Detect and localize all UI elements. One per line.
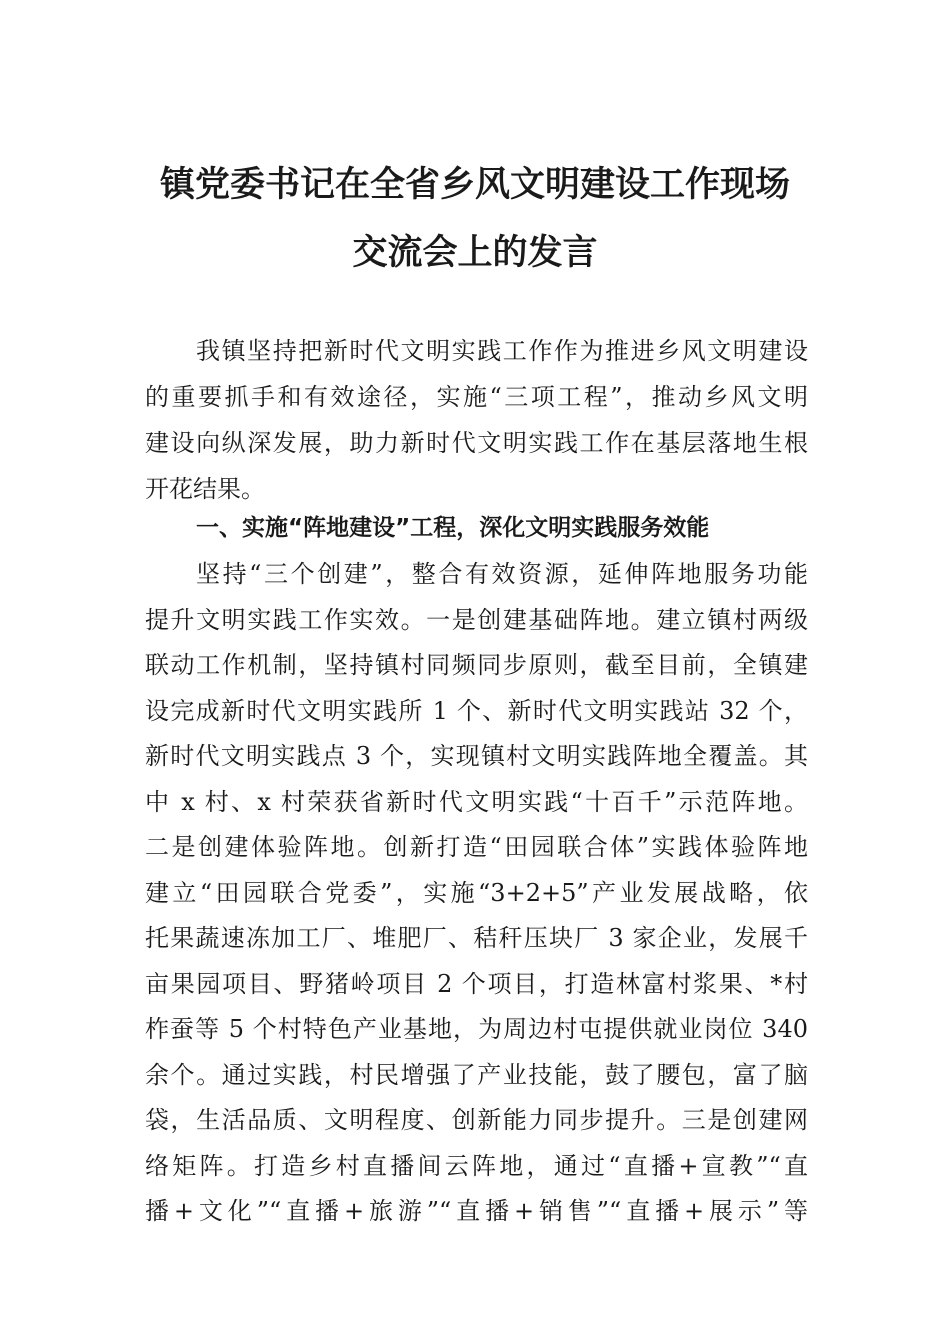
- body-line: 袋，生活品质、文明程度、创新能力同步提升。三是创建网: [145, 1106, 808, 1134]
- body-line: 设完成新时代文明实践所 1 个、新时代文明实践站 32 个，: [145, 697, 808, 725]
- body-line: 二是创建体验阵地。创新打造“田园联合体”实践体验阵地: [145, 833, 808, 861]
- body-line: 亩果园项目、野猪岭项目 2 个项目，打造林富村浆果、*村: [145, 970, 808, 998]
- intro-line: 开花结果。: [145, 475, 265, 503]
- body-line: 新时代文明实践点 3 个，实现镇村文明实践阵地全覆盖。其: [145, 742, 808, 770]
- document-title-line-2: 交流会上的发言: [352, 232, 598, 273]
- body-line: 联动工作机制，坚持镇村同频同步原则，截至目前，全镇建: [145, 651, 808, 679]
- section-heading: 一、实施“阵地建设”工程，深化文明实践服务效能: [196, 515, 710, 541]
- body-line: 托果蔬速冻加工厂、堆肥厂、秸秆压块厂 3 家企业，发展千: [145, 924, 808, 952]
- body-line: 余个。通过实践，村民增强了产业技能，鼓了腰包，富了脑: [145, 1061, 808, 1089]
- intro-line: 的重要抓手和有效途径，实施“三项工程”，推动乡风文明: [145, 383, 808, 411]
- body-line: 建立“田园联合党委”，实施“3+2+5”产业发展战略，依: [145, 879, 808, 907]
- body-line: 络矩阵。打造乡村直播间云阵地，通过“直播+宣教”“直: [145, 1152, 808, 1180]
- body-line: 坚持“三个创建”，整合有效资源，延伸阵地服务功能: [196, 560, 808, 588]
- body-line: 提升文明实践工作实效。一是创建基础阵地。建立镇村两级: [145, 606, 808, 634]
- intro-line: 我镇坚持把新时代文明实践工作作为推进乡风文明建设: [196, 337, 808, 365]
- intro-line: 建设向纵深发展，助力新时代文明实践工作在基层落地生根: [145, 429, 808, 457]
- body-line: 中 x 村、x 村荣获省新时代文明实践“十百千”示范阵地。: [145, 788, 808, 816]
- document-title-line-1: 镇党委书记在全省乡风文明建设工作现场: [159, 164, 790, 205]
- body-line: 柞蚕等 5 个村特色产业基地，为周边村屯提供就业岗位 340: [145, 1015, 808, 1043]
- body-line: 播+文化”“直播+旅游”“直播+销售”“直播+展示”等: [145, 1197, 808, 1225]
